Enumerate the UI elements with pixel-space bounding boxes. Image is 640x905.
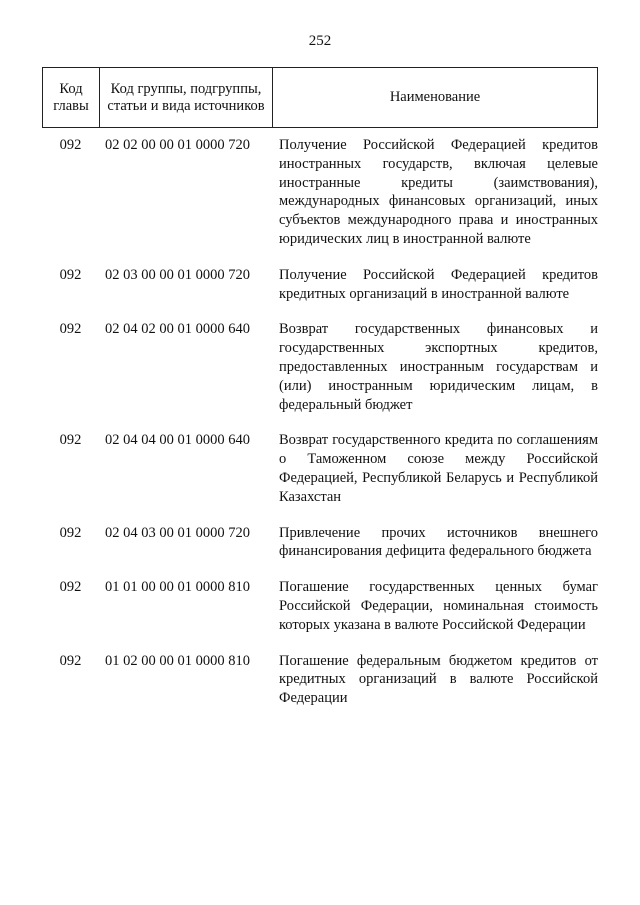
source-code: 01 02 00 00 01 0000 810 xyxy=(105,652,250,669)
source-name: Привлечение прочих источников внешнего финансирования дефицита федерального бюджета xyxy=(279,524,598,560)
chapter-code: 092 xyxy=(59,321,82,338)
source-name: Возврат государственных финансовых и государственных экспортных кредитов, предоставленных иностранным государствам и (или) иностранным юридическим лицам, в федеральный бюджет xyxy=(279,321,598,413)
table-row xyxy=(42,431,598,506)
source-code: 01 01 00 00 01 0000 810 xyxy=(105,579,250,596)
source-name: Погашение государственных ценных бумаг Российской Федерации, номинальная стоимость которых указана в валюте Российской Федерации xyxy=(279,579,598,633)
page-number: 252 xyxy=(308,33,332,49)
header-chapter-code: Код главы xyxy=(43,68,100,127)
table-row xyxy=(42,524,598,562)
header-name: Наименование xyxy=(389,89,481,105)
table-body xyxy=(42,136,598,708)
table-row xyxy=(42,578,598,634)
source-code: 02 04 04 00 01 0000 640 xyxy=(105,432,250,449)
source-code: 02 02 00 00 01 0000 720 xyxy=(105,137,250,153)
source-code: 02 04 02 00 01 0000 640 xyxy=(105,321,250,338)
chapter-code: 092 xyxy=(59,266,82,283)
chapter-code: 092 xyxy=(59,432,82,449)
source-name: Получение Российской Федерацией кредитов иностранных государств, включая целевые иностранные кредиты (заимствования), международных финансовых организаций, иных субъектов международного права и иностранных юридических лиц в иностранной валюте xyxy=(279,137,598,247)
table-header xyxy=(42,67,598,128)
header-source-code: Код группы, подгруппы, статьи и вида источников xyxy=(100,68,273,127)
chapter-code: 092 xyxy=(59,524,82,541)
chapter-code: 092 xyxy=(59,652,82,669)
source-code: 02 03 00 00 01 0000 720 xyxy=(105,266,250,283)
chapter-code: 092 xyxy=(59,579,82,596)
table-row xyxy=(42,320,598,414)
table-row xyxy=(42,136,598,249)
source-name: Возврат государственного кредита по соглашениям о Таможенном союзе между Российской Федерацией, Республикой Беларусь и Республикой Казахстан xyxy=(279,432,598,505)
table-row xyxy=(42,266,598,304)
source-code: 02 04 03 00 01 0000 720 xyxy=(105,524,250,541)
source-name: Погашение федеральным бюджетом кредитов от кредитных организаций в валюте Российской Федерации xyxy=(279,652,598,707)
table-row xyxy=(42,652,598,708)
chapter-code: 092 xyxy=(59,137,82,153)
source-name: Получение Российской Федерацией кредитов кредитных организаций в иностранной валюте xyxy=(279,266,598,302)
